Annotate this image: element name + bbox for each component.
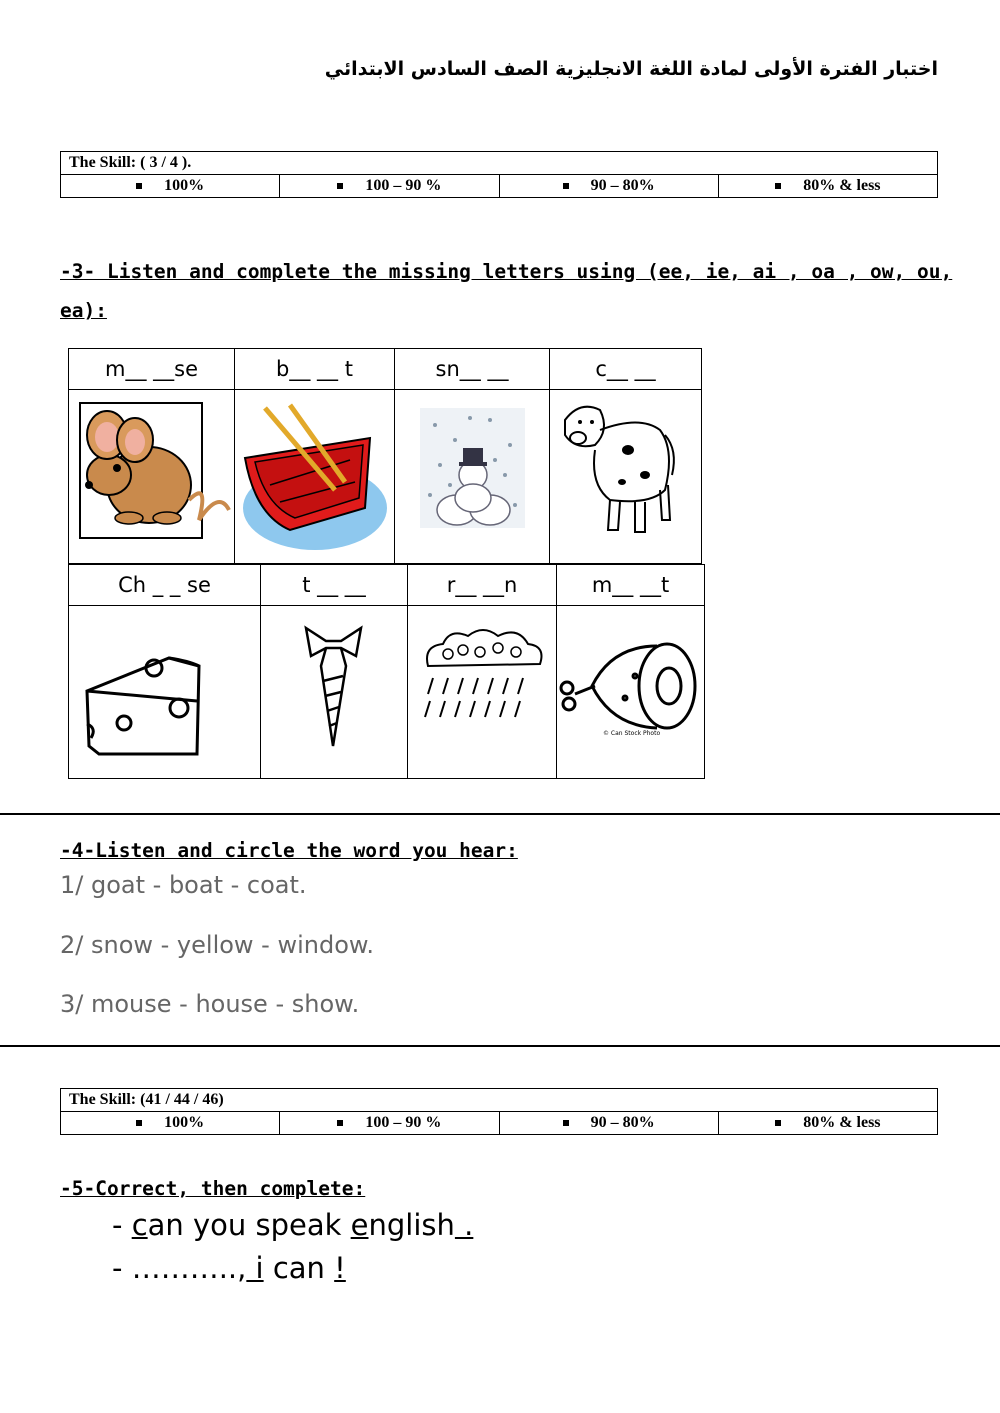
word-cell-tie: t __ __ [260, 564, 408, 606]
word-cell-rain: r__ __n [407, 564, 557, 606]
question-3: 3/ mouse - house - show. [60, 990, 360, 1018]
skill-label: The Skill: (41 / 44 / 46) [61, 1089, 938, 1112]
word-cell-mouse: m__ __se [68, 348, 235, 390]
page-title: اختبار الفترة الأولى لمادة اللغة الانجليزية الصف السادس الابتدائي [324, 58, 938, 80]
section3-heading-cont: ea): [60, 299, 107, 322]
level-100: 100% [61, 175, 280, 198]
tie-picture [260, 605, 408, 779]
cheese-picture [68, 605, 261, 779]
level-100-90: 100 – 90 % [280, 1112, 499, 1135]
skill-label: The Skill: ( 3 / 4 ). [61, 152, 938, 175]
sentence-1: - can you speak english . [112, 1208, 474, 1242]
question-1: 1/ goat - boat - coat. [60, 871, 307, 899]
word-cell-meat: m__ __t [556, 564, 705, 606]
section5-heading: -5-Correct, then complete: [60, 1177, 366, 1200]
word-cell-cow: c__ __ [549, 348, 702, 390]
cow-picture [549, 389, 702, 564]
skill-table-2 [60, 1088, 938, 1135]
level-90-80: 90 – 80% [499, 175, 718, 198]
question-2: 2/ snow - yellow - window. [60, 931, 374, 959]
word-cell-cheese: Ch _ _ se [68, 564, 261, 606]
sentence-2: - ……….., i can ! [112, 1251, 346, 1285]
meat-picture [556, 605, 705, 779]
rain-cloud-picture [407, 605, 557, 779]
section3-heading: -3- Listen and complete the missing letters using (ee, ie, ai , oa , ow, ou, [60, 260, 953, 283]
divider-2 [0, 1045, 1000, 1047]
level-90-80: 90 – 80% [499, 1112, 718, 1135]
word-cell-snow: sn__ __ [394, 348, 550, 390]
word-cell-boat: b__ __ t [234, 348, 395, 390]
level-100-90: 100 – 90 % [280, 175, 499, 198]
snowman-picture [394, 389, 550, 564]
boat-picture [234, 389, 395, 564]
divider-1 [0, 813, 1000, 815]
skill-table-1 [60, 151, 938, 198]
level-80-less: 80% & less [718, 1112, 937, 1135]
photo-credit: © Can Stock Photo [603, 730, 661, 737]
level-100: 100% [61, 1112, 280, 1135]
level-80-less: 80% & less [718, 175, 937, 198]
mouse-picture [68, 389, 235, 564]
section4-heading: -4-Listen and circle the word you hear: [60, 839, 518, 862]
